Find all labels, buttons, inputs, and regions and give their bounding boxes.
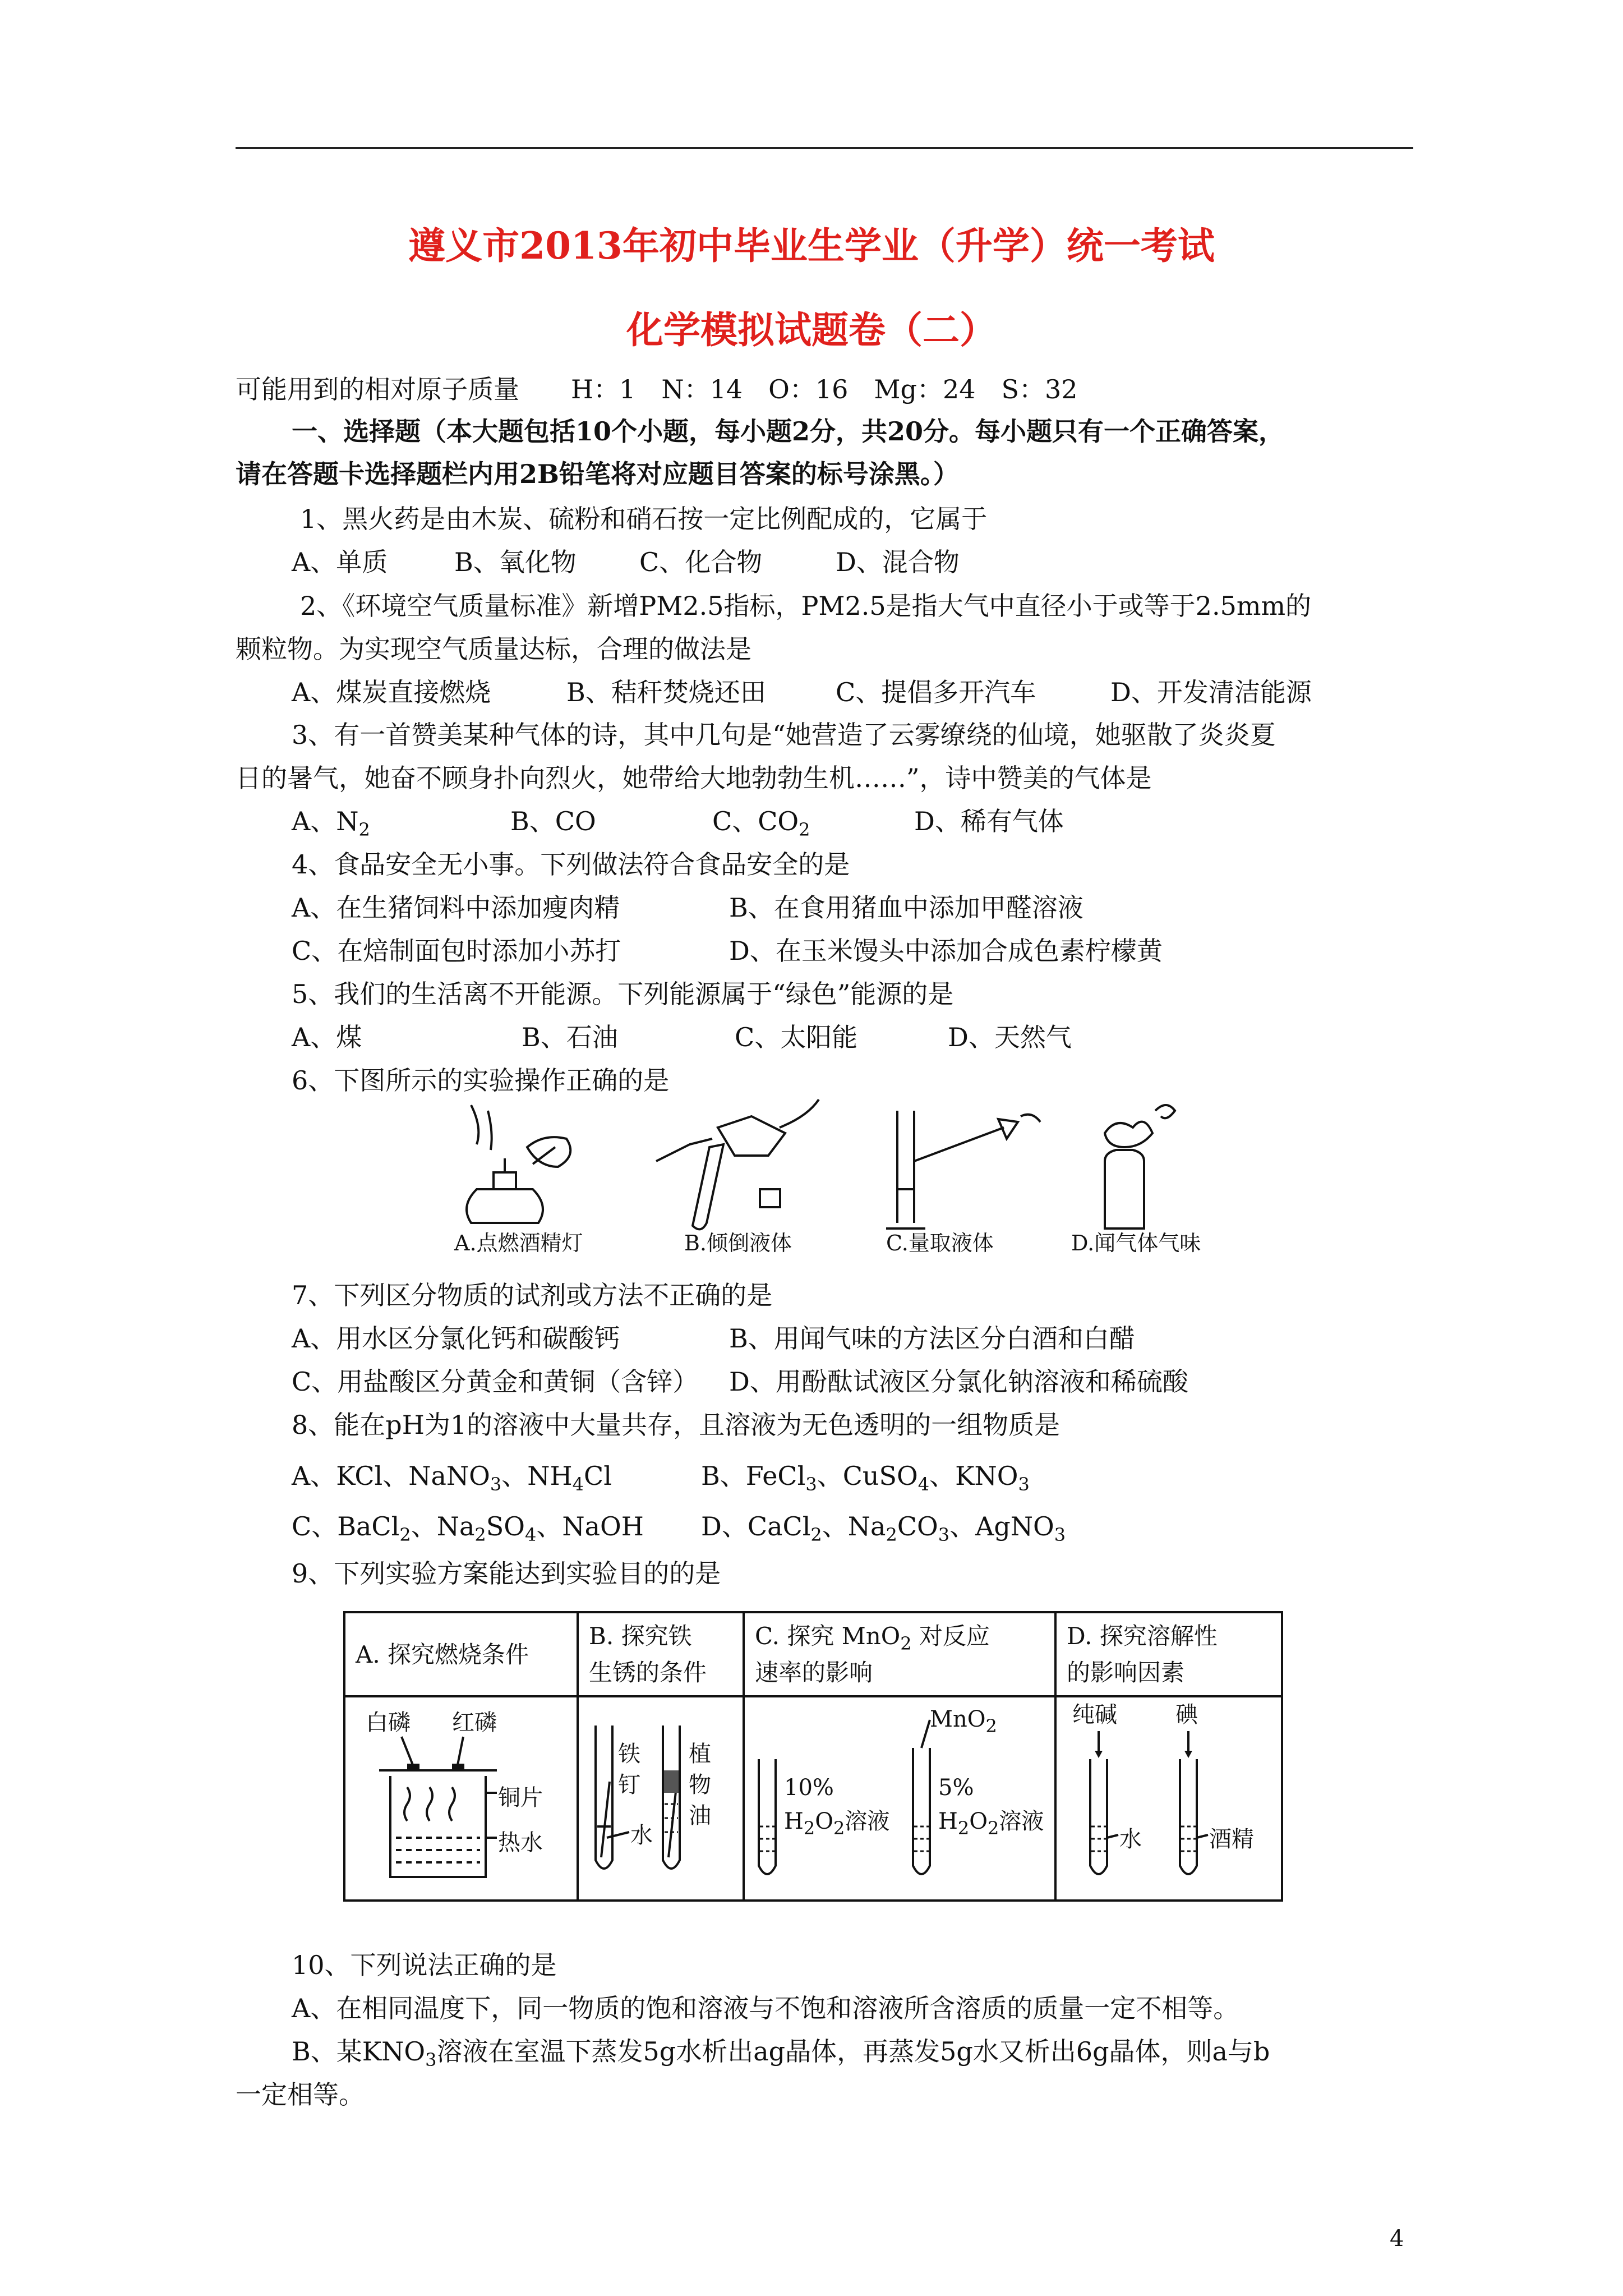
q5-option-d: D、天然气: [948, 1022, 1072, 1052]
q5-option-a: A、煤: [292, 1022, 362, 1052]
section1-heading-line1: 一、选择题（本大题包括10个小题，每小题2分，共20分。每小题只有一个正确答案，: [292, 416, 1285, 447]
q10-option-b-line1: B、某$KNO_3$溶液在室温下蒸发5g水析出ag晶体，再蒸发5g水又析出6g晶体，则a与b: [292, 2036, 1270, 2070]
q3-options: [292, 806, 1064, 840]
q7-option-c: C、用盐酸区分黄金和黄铜（含锌）: [292, 1366, 699, 1397]
q2-option-d: D、开发清洁能源: [1110, 677, 1312, 707]
label-iron: 铁: [618, 1741, 640, 1768]
label-mno2: MnO$_2$: [930, 1706, 997, 1737]
q3-stem-line2: 日的暑气，她奋不顾身扑向烈火，她带给大地勃勃生机……”，诗中赞美的气体是: [236, 763, 1152, 793]
q7-option-b: B、用闻气味的方法区分白酒和白醋: [729, 1323, 1135, 1354]
label-alcohol: 酒精: [1209, 1826, 1254, 1853]
q4-option-c: C、在焙制面包时添加小苏打: [292, 936, 621, 966]
q4-option-a: A、在生猪饲料中添加瘦肉精: [292, 892, 620, 923]
q7-options-row2: [292, 1366, 1188, 1397]
q8-stem: 8、能在pH为1的溶液中大量共存，且溶液为无色透明的一组物质是: [292, 1410, 1061, 1440]
label-oil-3: 油: [689, 1803, 711, 1829]
q2-option-c: C、提倡多开汽车: [836, 677, 1036, 707]
q2-option-b: B、秸秆焚烧还田: [566, 677, 766, 707]
q7-option-d: D、用酚酞试液区分氯化钠溶液和稀硫酸: [729, 1366, 1188, 1397]
q2-options: [292, 677, 1312, 708]
q4-option-d: D、在玉米馒头中添加合成色素柠檬黄: [729, 936, 1163, 966]
label-water-b: 水: [630, 1823, 653, 1849]
page-number: 4: [1390, 2226, 1404, 2252]
q6-figure: [437, 1094, 1245, 1262]
q3-option-b: B、CO: [510, 806, 596, 836]
smelling-gas-icon: [1105, 1105, 1175, 1228]
q2-stem-line1: 2、《环境空气质量标准》新增PM2.5指标，PM2.5是指大气中直径小于或等于2.5mm的: [300, 591, 1312, 621]
q8-options-row2: [292, 1511, 1066, 1545]
atomic-mass-line: 可能用到的相对原子质量 H：1 N：14 O：16 Mg：24 S：32: [236, 374, 1078, 404]
q9-experiment-table: [343, 1611, 1283, 1902]
label-water-d: 水: [1119, 1826, 1142, 1853]
q10-option-b-line2: 一定相等。: [236, 2079, 365, 2110]
q7-stem: 7、下列区分物质的试剂或方法不正确的是: [292, 1280, 773, 1310]
label-iodine: 碘: [1175, 1702, 1198, 1728]
q8-option-a: A、KCl、NaNO$_3$、$NH_4Cl$: [292, 1461, 612, 1495]
q7-options-row1: [292, 1323, 1135, 1354]
q4-options-row2: [292, 936, 1163, 967]
q1-option-b: B、氧化物: [454, 547, 577, 577]
q10-option-a: A、在相同温度下，同一物质的饱和溶液与不饱和溶液所含溶质的质量一定不相等。: [292, 1993, 1239, 2023]
q1-option-c: C、化合物: [639, 547, 763, 577]
graduated-cylinder-icon: [886, 1111, 1040, 1228]
q1-option-a: A、单质: [292, 547, 388, 577]
q6-caption-c: C.量取液体: [886, 1231, 994, 1255]
q8-option-d: D、CaCl$_2$、$Na_2CO_3$、AgNO$_3$: [701, 1511, 1066, 1545]
q9-header-d: D. 探究溶解性 的影响因素: [1055, 1612, 1282, 1696]
alcohol-lamp-icon: [467, 1105, 570, 1223]
q9-header-a: A. 探究燃烧条件: [344, 1612, 578, 1696]
q9-header-c: C. 探究 MnO$_2$ 对反应 速率的影响: [744, 1612, 1055, 1696]
label-10-percent: 10%: [784, 1775, 834, 1801]
q8-option-c: C、BaCl$_2$、$Na_2SO_4$、NaOH: [292, 1511, 644, 1545]
q9-cell-a: [344, 1696, 578, 1901]
q9-cell-c: [744, 1696, 1055, 1901]
label-red-phosphorus: 红磷: [452, 1710, 497, 1736]
q5-options: [292, 1022, 1072, 1053]
label-oil-1: 植: [689, 1741, 711, 1768]
q6-caption-d: D.闻气体气味: [1071, 1231, 1201, 1255]
q9-header-b: B. 探究铁 生锈的条件: [578, 1612, 744, 1696]
q3-option-a: A、$N_2$: [292, 806, 370, 840]
q6-caption-a: A.点燃酒精灯: [454, 1231, 583, 1255]
q5-option-c: C、太阳能: [735, 1022, 858, 1052]
q6-stem: 6、下图所示的实验操作正确的是: [292, 1065, 670, 1096]
label-white-phosphorus: 白磷: [366, 1710, 411, 1736]
label-soda-ash: 纯碱: [1072, 1702, 1117, 1728]
q5-stem: 5、我们的生活离不开能源。下列能源属于“绿色”能源的是: [292, 979, 954, 1009]
label-nail: 钉: [618, 1772, 640, 1798]
pouring-liquid-icon: [656, 1099, 819, 1229]
q9-stem: 9、下列实验方案能达到实验目的的是: [292, 1558, 721, 1589]
q8-options-row1: [292, 1461, 1030, 1495]
q4-stem: 4、食品安全无小事。下列做法符合食品安全的是: [292, 849, 850, 880]
q9-cell-d: [1055, 1696, 1282, 1901]
q6-caption-b: B.倾倒液体: [684, 1231, 792, 1255]
exam-title: 遵义市2013年初中毕业生学业（升学）统一考试: [408, 224, 1215, 268]
label-oil-2: 物: [689, 1772, 711, 1798]
exam-subtitle: 化学模拟试题卷（二）: [626, 308, 997, 352]
q9-cell-b: [578, 1696, 744, 1901]
q8-option-b: B、FeCl$_3$、CuSO$_4$、$KNO_3$: [701, 1461, 1030, 1495]
q7-option-a: A、用水区分氯化钙和碳酸钙: [292, 1323, 620, 1354]
label-copper-sheet: 铜片: [498, 1785, 543, 1811]
label-h2o2-5: $H_2O_2$溶液: [938, 1809, 1044, 1839]
section1-heading-line2: 请在答题卡选择题栏内用2B铅笔将对应题目答案的标号涂黑。）: [236, 459, 959, 489]
q3-option-d: D、稀有气体: [914, 806, 1064, 836]
q2-option-a: A、煤炭直接燃烧: [292, 677, 491, 707]
q3-option-c: C、$CO_2$: [712, 806, 810, 840]
label-h2o2-10: $H_2O_2$溶液: [784, 1809, 890, 1839]
q1-options: [292, 547, 960, 578]
q10-stem: 10、下列说法正确的是: [292, 1950, 557, 1980]
label-hot-water: 热水: [498, 1830, 543, 1856]
q4-options-row1: [292, 892, 1083, 923]
q4-option-b: B、在食用猪血中添加甲醛溶液: [729, 892, 1083, 923]
label-5-percent: 5%: [938, 1775, 974, 1801]
q1-option-d: D、混合物: [836, 547, 960, 577]
q3-stem-line1: 3、有一首赞美某种气体的诗，其中几句是“她营造了云雾缭绕的仙境，她驱散了炎炎夏: [292, 720, 1276, 750]
q5-option-b: B、石油: [522, 1022, 618, 1052]
q2-stem-line2: 颗粒物。为实现空气质量达标，合理的做法是: [236, 634, 751, 664]
q1-stem: 1、黑火药是由木炭、硫粉和硝石按一定比例配成的，它属于: [300, 504, 988, 534]
header-rule: [236, 147, 1413, 149]
